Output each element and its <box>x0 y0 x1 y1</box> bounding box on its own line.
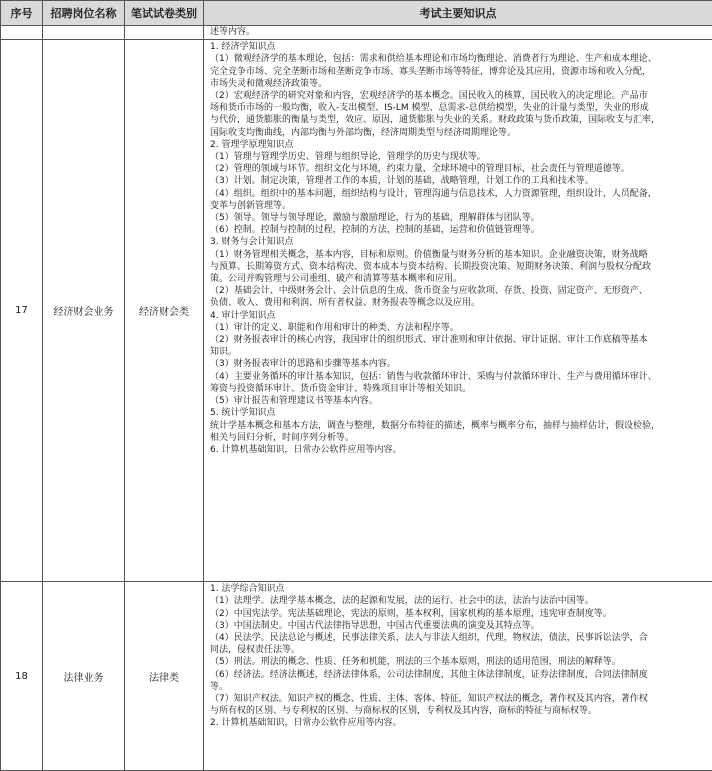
knowledge-line: 4. 审计学知识点 <box>210 310 709 322</box>
fragment-position-cell <box>43 26 125 40</box>
knowledge-line: 负债、收入、费用和利润、所有者权益、财务报表等概念以及应用。 <box>210 297 709 309</box>
knowledge-line: （2）基础会计、中级财务会计、会计信息的生成、货币资金与应收款项、存货、投资、固定资产、无形资产、 <box>210 285 709 297</box>
exam-type: 法律类 <box>125 582 204 771</box>
knowledge-line: 6. 计算机基础知识，日常办公软件应用等内容。 <box>210 444 709 456</box>
knowledge-line: （1）管理与管理学历史、管理与组织导论，管理学的历史与现状等。 <box>210 151 709 163</box>
knowledge-line: 知识。 <box>210 346 709 358</box>
knowledge-line: （4）主要业务循环的审计基本知识，包括：销售与收款循环审计、采购与付款循环审计、生产与费用循环审计、 <box>210 371 709 383</box>
knowledge-line: 2. 计算机基础知识，日常办公软件应用等内容。 <box>210 717 709 729</box>
position-name: 经济财会业务 <box>43 40 125 582</box>
knowledge-line: 与所有权的区别、与专利权的区别、与商标权的区别，专利权及其内容，商标的特征与商标权等。 <box>210 705 709 717</box>
fragment-no-cell <box>1 26 43 40</box>
knowledge-line: （5）刑法。刑法的概念、性质、任务和机能，刑法的三个基本原则，刑法的适用范围，刑法的解释等。 <box>210 656 709 668</box>
knowledge-line: （7）知识产权法。知识产权的概念、性质、主体、客体、特征，知识产权法的概念，著作权及其内容，著作权 <box>210 693 709 705</box>
knowledge-line: 相关与回归分析，时间序列分析等。 <box>210 432 709 444</box>
knowledge-line: （2）宏观经济学的研究对象和内容，宏观经济学的基本概念。国民收入的核算，国民收入的决定理论。产品市 <box>210 90 709 102</box>
knowledge-line: 市场失灵和微观经济政策等。 <box>210 78 709 90</box>
knowledge-line: （3）计划。制定决策，管理者工作的本质，计划的基础，战略管理，计划工作的工具和技术等。 <box>210 175 709 187</box>
exam-type: 经济财会类 <box>125 40 204 582</box>
knowledge-line: 完全竞争市场、完全垄断市场和垄断竞争市场、寡头垄断市场等特征，博弈论及其应用，资源市场和收入分配， <box>210 66 709 78</box>
row-number: 17 <box>1 40 43 582</box>
header-knowledge: 考试主要知识点 <box>204 1 712 26</box>
knowledge-line: （6）控制。控制与控制的过程，控制的方法，控制的基础，运营和价值链管理等。 <box>210 224 709 236</box>
knowledge-line: 3. 财务与会计知识点 <box>210 236 709 248</box>
knowledge-line: 与预算、长期筹资方式、资本结构决、资本成本与资本结构、长期投资决策、短期财务决策、利润与股权分配政 <box>210 261 709 273</box>
knowledge-line: 国际收支均衡曲线，内部均衡与外部均衡，经济周期类型与经济周期理论等。 <box>210 127 709 139</box>
fragment-type-cell <box>125 26 204 40</box>
knowledge-line: 1. 法学综合知识点 <box>210 583 709 595</box>
header-position: 招聘岗位名称 <box>43 1 125 26</box>
knowledge-line: （4）组织。组织中的基本问题，组织结构与设计，管理沟通与信息技术，人力资源管理，组织设计，人员配备， <box>210 188 709 200</box>
table-row-fragment <box>1 26 712 40</box>
knowledge-line: 5. 统计学知识点 <box>210 407 709 419</box>
knowledge-line: 统计学基本概念和基本方法，调查与整理，数据分布特征的描述，概率与概率分布，抽样与抽样估计，假设检验， <box>210 420 709 432</box>
fragment-text: 述等内容。 <box>204 26 712 40</box>
header-row <box>1 1 712 26</box>
knowledge-points <box>204 40 712 582</box>
knowledge-line: （3）中国法制史。中国古代法律指导思想，中国古代重要法典的演变及其特点等。 <box>210 620 709 632</box>
knowledge-line: （4）民法学。民法总论与概述，民事法律关系，法人与非法人组织，代理，物权法，债法，民事诉讼法学，合 <box>210 632 709 644</box>
knowledge-line: （1）审计的定义、职能和作用和审计的种类、方法和程序等。 <box>210 322 709 334</box>
header-exam-type: 笔试试卷类别 <box>125 1 204 26</box>
knowledge-line: （1）财务管理相关概念，基本内容，目标和原则。价值衡量与财务分析的基本知识。企业融资决策，财务战略 <box>210 249 709 261</box>
knowledge-line: 变革与创新管理等。 <box>210 200 709 212</box>
knowledge-line: 筹资与投资循环审计、货币资金审计、特殊项目审计等相关知识。 <box>210 383 709 395</box>
knowledge-points <box>204 582 712 771</box>
knowledge-line: （5）审计报告和管理建议书等基本内容。 <box>210 395 709 407</box>
knowledge-line: 等。 <box>210 681 709 693</box>
knowledge-line: （1）微观经济学的基本理论，包括：需求和供给基本理论和市场均衡理论、消费者行为理论、生产和成本理论、 <box>210 53 709 65</box>
table-row <box>1 40 712 582</box>
row-number: 18 <box>1 582 43 771</box>
knowledge-line: （5）领导。领导与领导理论，激励与激励理论，行为的基础，理解群体与团队等。 <box>210 212 709 224</box>
knowledge-line: （1）法理学。法理学基本概念，法的起源和发展，法的运行、社会中的法，法治与法治中国等。 <box>210 595 709 607</box>
knowledge-line: 与代价，通货膨胀的衡量与类型，效应、原因，通货膨胀与失业的关系。财政政策与货币政策，国际收支与汇率， <box>210 114 709 126</box>
knowledge-line: 策。公司并购管理与公司重组、破产和清算等基本概率和应用。 <box>210 273 709 285</box>
knowledge-line: 1. 经济学知识点 <box>210 41 709 53</box>
knowledge-line: 同法，侵权责任法等。 <box>210 644 709 656</box>
knowledge-line: （2）财务报表审计的核心内容，我国审计的组织形式、审计准则和审计依据、审计证据、审计工作底稿等基本 <box>210 334 709 346</box>
knowledge-line: 场和货币市场的一般均衡，收入-支出模型、IS-LM 模型、总需求-总供给模型，失业的计量与类型，失业的形成 <box>210 102 709 114</box>
header-no: 序号 <box>1 1 43 26</box>
table-row <box>1 582 712 771</box>
position-name: 法律业务 <box>43 582 125 771</box>
knowledge-line: （2）中国宪法学。宪法基础理论，宪法的原则，基本权利，国家机构的基本原理，违宪审查制度等。 <box>210 608 709 620</box>
knowledge-line: 2. 管理学原理知识点 <box>210 139 709 151</box>
knowledge-line: （3）财务报表审计的思路和步骤等基本内容。 <box>210 358 709 370</box>
knowledge-line: （2）管理的领域与环节。组织文化与环境，约束力量，全球环境中的管理目标，社会责任与管理道德等。 <box>210 163 709 175</box>
knowledge-line: （6）经济法。经济法概述，经济法律体系，公司法律制度，其他主体法律制度，证券法律制度，合同法律制度 <box>210 669 709 681</box>
